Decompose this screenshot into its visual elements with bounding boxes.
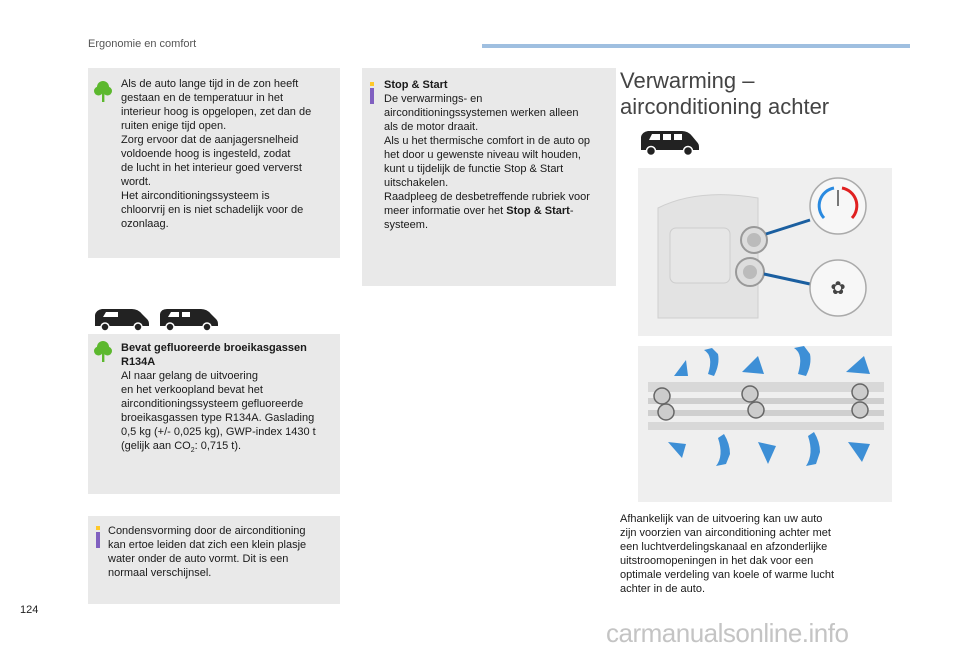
text-line: ozonlaag. bbox=[121, 218, 169, 230]
text-line: uitschakelen. bbox=[384, 177, 449, 189]
text-line: De verwarmings- en bbox=[384, 93, 483, 105]
text-line: 0,5 kg (+/- 0,025 kg), GWP-index 1430 t bbox=[121, 426, 316, 438]
text-line: en het verkoopland bevat het bbox=[121, 384, 263, 396]
text-line: de lucht in het interieur goed ververst bbox=[121, 162, 302, 174]
box-title: Bevat gefluoreerde broeikasgassen bbox=[121, 342, 307, 354]
info-box-condensation bbox=[88, 516, 340, 604]
text-line: normaal verschijnsel. bbox=[108, 567, 212, 579]
text-line: Als de auto lange tijd in de zon heeft bbox=[121, 78, 299, 90]
info-icon bbox=[96, 526, 100, 548]
eco-tip-box bbox=[88, 68, 340, 258]
van-icon bbox=[157, 306, 219, 332]
section-header: Ergonomie en comfort bbox=[88, 38, 197, 50]
text-line: Als u het thermische comfort in de auto op bbox=[384, 135, 591, 147]
text-line: interieur hoog is opgelopen, zet dan de bbox=[121, 106, 312, 118]
text-line: Afhankelijk van de uitvoering kan uw auto bbox=[620, 513, 823, 525]
text-line: voldoende hoog is ingesteld, zodat bbox=[121, 148, 291, 160]
box-title: Stop & Start bbox=[384, 79, 448, 91]
van-icon bbox=[638, 128, 700, 156]
text-line: systeem. bbox=[384, 219, 429, 231]
text-line: het door u gewenste niveau wilt houden, bbox=[384, 149, 581, 161]
text-line: Het airconditioningssysteem is bbox=[121, 190, 270, 202]
page-number: 124 bbox=[20, 604, 39, 616]
text-line: Raadpleeg de desbetreffende rubriek voor bbox=[384, 191, 590, 203]
text-line: optimale verdeling van koele of warme lucht bbox=[620, 569, 835, 581]
info-icon bbox=[370, 82, 374, 104]
box-title: R134A bbox=[121, 356, 156, 368]
leaf-icon bbox=[94, 340, 112, 362]
text-line: als de motor draait. bbox=[384, 121, 479, 133]
text-line: ruiten enige tijd open. bbox=[121, 120, 227, 132]
van-icon bbox=[92, 306, 150, 332]
text-line: Zorg ervoor dat de aanjagersnelheid bbox=[121, 134, 299, 146]
text-line: (gelijk aan $CO_2$: 0,715 t). bbox=[121, 440, 242, 455]
rear-ac-controls-illustration bbox=[638, 168, 892, 336]
watermark: carmanualsonline.info bbox=[606, 618, 849, 648]
text-line: Al naar gelang de uitvoering bbox=[121, 370, 258, 382]
text-line: achter in de auto. bbox=[620, 583, 706, 595]
text-line: water onder de auto vormt. Dit is een bbox=[108, 553, 289, 565]
text-line: meer informatie over het Stop & Start- bbox=[384, 205, 574, 217]
fan-icon: ✿ bbox=[830, 278, 846, 298]
text-line: zijn voorzien van airconditioning achter met bbox=[620, 527, 831, 539]
text-line: airconditioningssystemen werken alleen bbox=[384, 107, 579, 119]
text-line: Condensvorming door de airconditioning bbox=[108, 525, 306, 537]
info-box-stop-start bbox=[362, 68, 616, 286]
text-line: broeikasgassen type R134A. Gaslading bbox=[121, 412, 315, 424]
text-line: gestaan en de temperatuur in het bbox=[121, 92, 284, 104]
text-line: een luchtverdelingskanaal en afzonderlijke bbox=[620, 541, 828, 553]
section-title: Verwarming – airconditioning achter bbox=[620, 68, 830, 119]
text-line: airconditioningssysteem gefluoreerde bbox=[121, 398, 304, 410]
text-line: kan ertoe leiden dat zich een klein plasje bbox=[108, 539, 307, 551]
header-bar bbox=[482, 44, 910, 48]
caption-text bbox=[620, 512, 880, 596]
text-line: kunt u tijdelijk de functie Stop & Start bbox=[384, 163, 564, 175]
leaf-icon bbox=[94, 80, 112, 102]
refrigerant-box bbox=[88, 334, 340, 494]
text-line: uitstroomopeningen in het dak voor een bbox=[620, 555, 814, 567]
text-line: wordt. bbox=[121, 176, 151, 188]
roof-vents-illustration bbox=[638, 346, 892, 502]
text-line: chloorvrij en is niet schadelijk voor de bbox=[121, 204, 304, 216]
